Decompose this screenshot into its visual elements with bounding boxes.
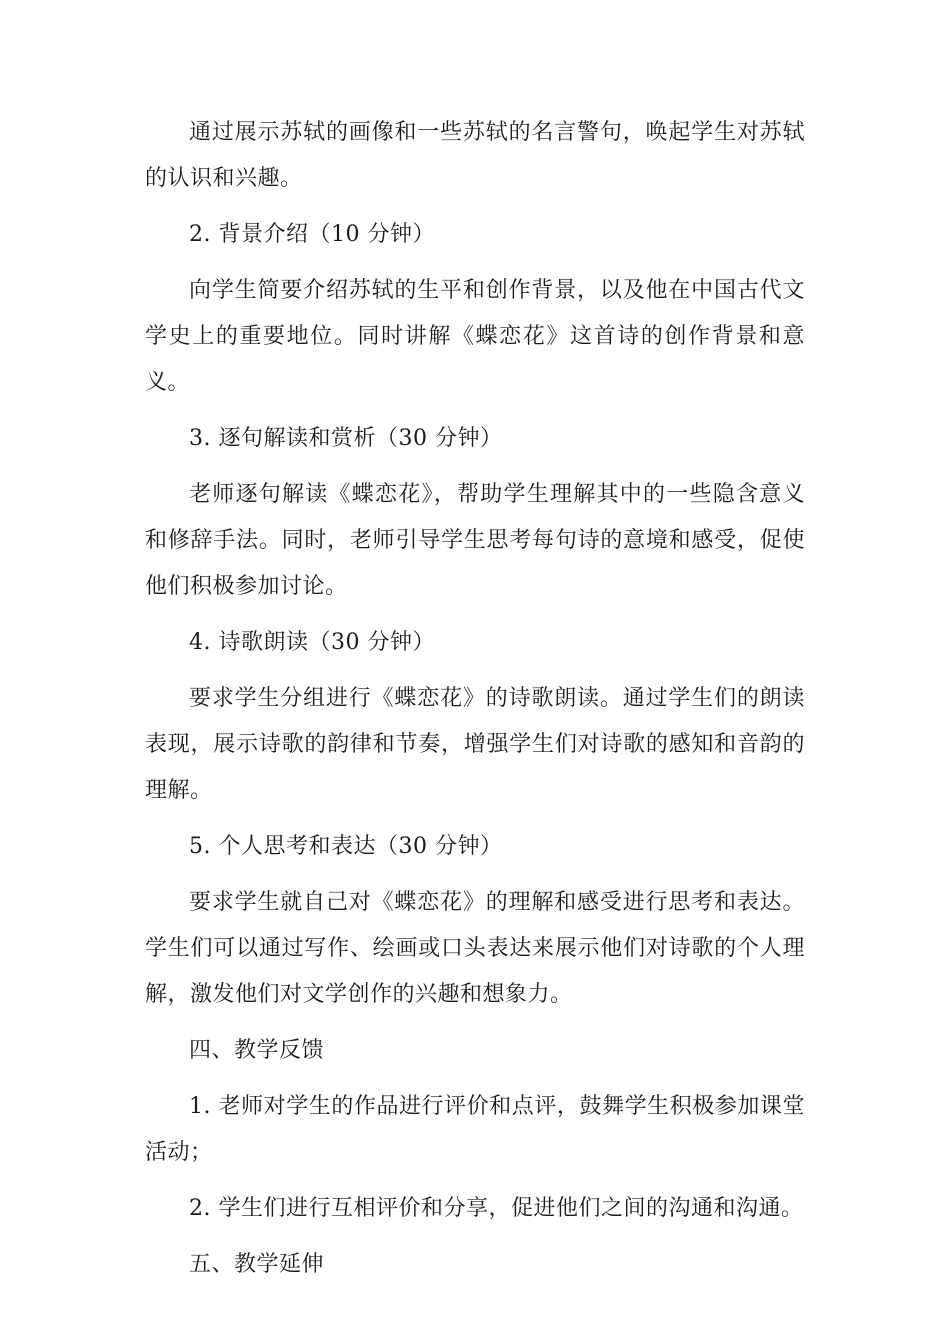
paragraph-background: 向学生简要介绍苏轼的生平和创作背景，以及他在中国古代文学史上的重要地位。同时讲解《蝶恋花》这首诗的创作背景和意义。 bbox=[145, 278, 805, 395]
section-heading-extension: 五、教学延伸 bbox=[189, 1252, 325, 1277]
section-heading-feedback: 四、教学反馈 bbox=[189, 1038, 325, 1063]
paragraph-intro-activity: 通过展示苏轼的画像和一些苏轼的名言警句，唤起学生对苏轼的认识和兴趣。 bbox=[145, 120, 805, 191]
document-body bbox=[145, 110, 805, 1298]
section-heading-reflection: 5. 个人思考和表达（30 分钟） bbox=[189, 834, 503, 859]
paragraph-reflection: 要求学生就自己对《蝶恋花》的理解和感受进行思考和表达。学生们可以通过写作、绘画或口头表达来展示他们对诗歌的个人理解，激发他们对文学创作的兴趣和想象力。 bbox=[145, 890, 805, 1007]
paragraph-recitation: 要求学生分组进行《蝶恋花》的诗歌朗读。通过学生们的朗读表现，展示诗歌的韵律和节奏，增强学生们对诗歌的感知和音韵的理解。 bbox=[145, 686, 805, 803]
paragraph-feedback-1: 1. 老师对学生的作品进行评价和点评，鼓舞学生积极参加课堂活动； bbox=[145, 1094, 805, 1165]
paragraph-line-by-line: 老师逐句解读《蝶恋花》，帮助学生理解其中的一些隐含意义和修辞手法。同时，老师引导学生思考每句诗的意境和感受，促使他们积极参加讨论。 bbox=[145, 482, 805, 599]
paragraph-feedback-2: 2. 学生们进行互相评价和分享，促进他们之间的沟通和沟通。 bbox=[189, 1196, 804, 1221]
section-heading-recitation: 4. 诗歌朗读（30 分钟） bbox=[189, 630, 435, 655]
section-heading-background: 2. 背景介绍（10 分钟） bbox=[189, 222, 435, 247]
section-heading-line-by-line: 3. 逐句解读和赏析（30 分钟） bbox=[189, 426, 503, 451]
